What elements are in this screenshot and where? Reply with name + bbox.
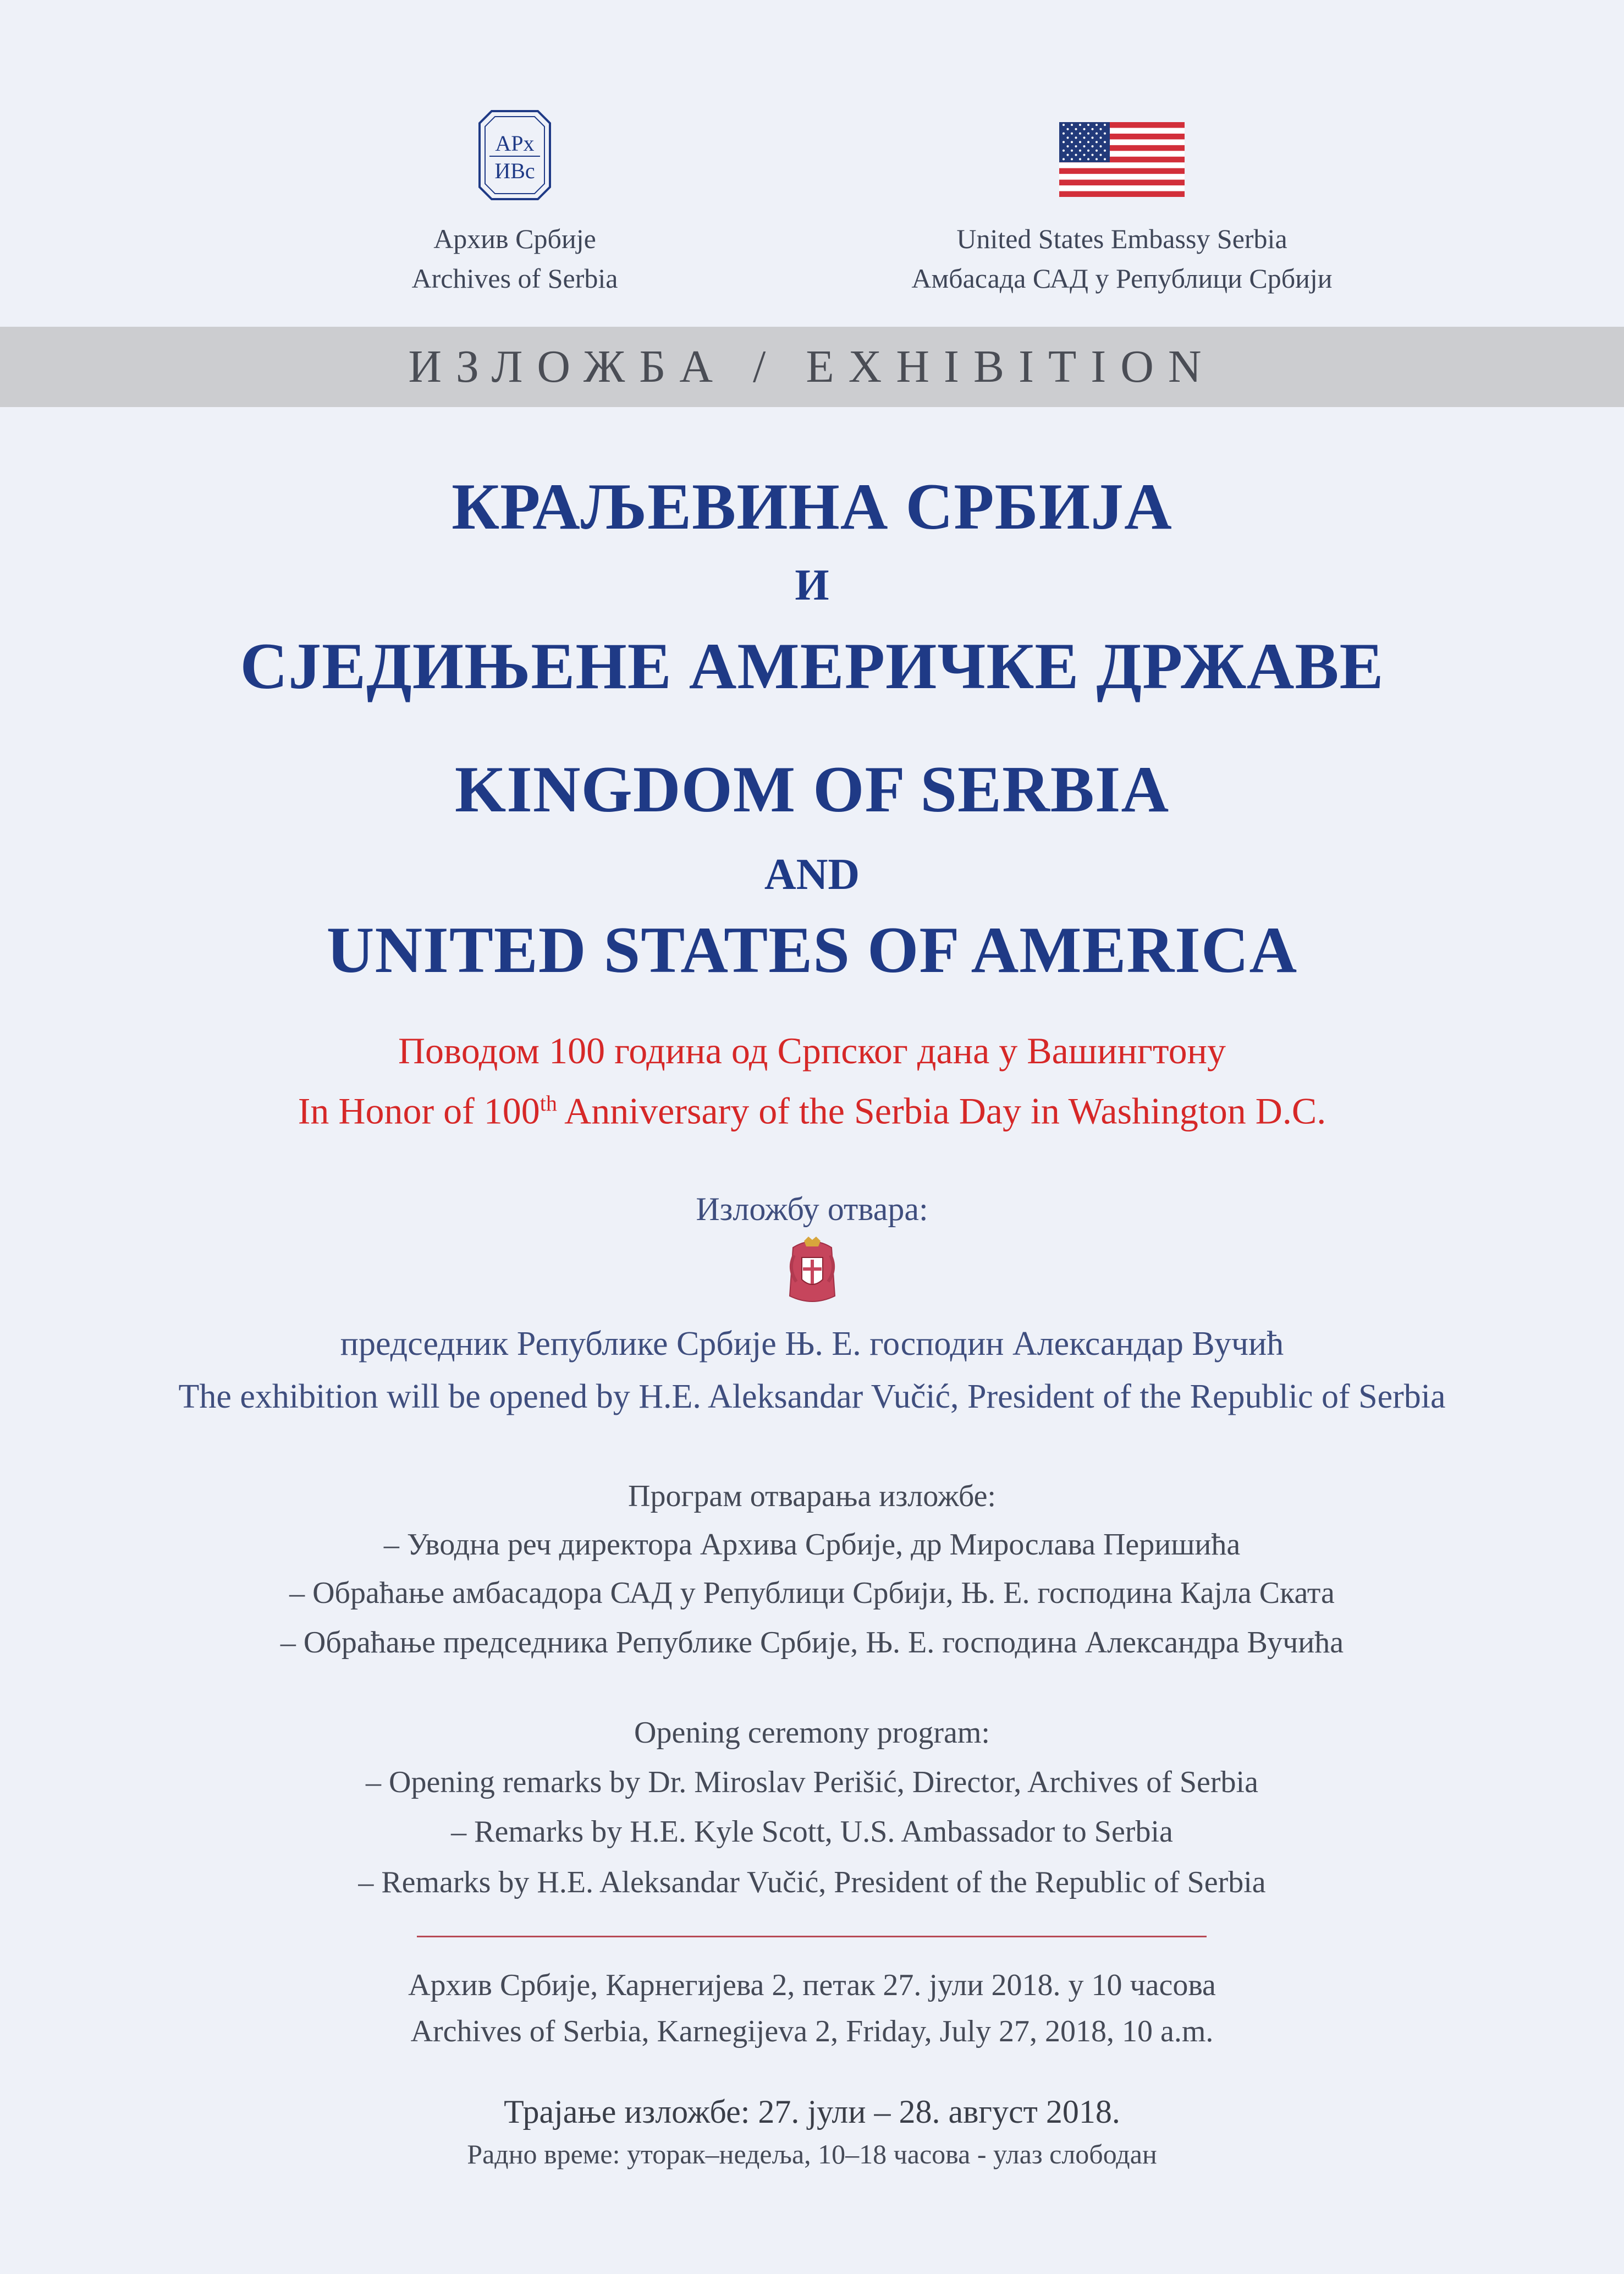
exhibition-banner [0, 327, 1624, 407]
opening-intro: Изложбу отвара: [696, 1191, 928, 1227]
embassy-name-en: United States Embassy Serbia [956, 223, 1287, 254]
honor-en [0, 1077, 1624, 1138]
opening-en: The exhibition will be opened by H.E. Aleksandar Vučić, President of the Republic of Serbia [178, 1378, 1446, 1415]
archives-name [366, 219, 663, 298]
honor-en-after: Anniversary of the Serbia Day in Washington D.C. [557, 1090, 1326, 1132]
program-en-item: – Remarks by H.E. Aleksandar Vučić, President of the Republic of Serbia [358, 1865, 1266, 1899]
title-sr-line2: СЈЕДИЊЕНЕ АМЕРИЧКЕ ДРЖАВЕ [240, 629, 1384, 702]
program-en-item: – Opening remarks by Dr. Miroslav Perišić, Director, Archives of Serbia [366, 1765, 1258, 1799]
svg-text:ИВс: ИВс [494, 158, 535, 183]
program-sr-heading: Програм отварања изложбе: [628, 1479, 996, 1513]
divider-line [417, 1936, 1207, 1937]
embassy-name [874, 219, 1369, 298]
title-en-and: AND [764, 850, 860, 899]
title-en-line1: KINGDOM OF SERBIA [454, 752, 1170, 826]
title-en-line2: UNITED STATES OF AMERICA [326, 913, 1298, 986]
svg-text:АРх: АРх [495, 131, 535, 156]
opening-sr: председник Републике Србије Њ. Е. господин Александар Вучић [340, 1325, 1284, 1363]
program-en-item: – Remarks by H.E. Kyle Scott, U.S. Ambassador to Serbia [451, 1815, 1173, 1849]
opening-hours: Радно време: уторак–недеља, 10–18 часова - улаз слободан [467, 2139, 1157, 2169]
banner-text: ИЗЛОЖБА / EXHIBITION [408, 341, 1216, 392]
honor-en-sup: th [540, 1091, 557, 1116]
archives-name-en: Archives of Serbia [411, 263, 618, 294]
archives-name-sr: Архив Србије [433, 223, 596, 254]
embassy-name-sr: Амбасада САД у Републици Србији [911, 263, 1333, 294]
exhibition-duration: Трајање изложбе: 27. јули – 28. август 2018. [504, 2094, 1120, 2130]
archives-of-serbia-logo [476, 108, 553, 202]
program-sr-item: – Обраћање председника Републике Србије, Њ. Е. господина Александра Вучића [280, 1625, 1344, 1660]
honor-en-before: In Honor of 100 [298, 1090, 540, 1132]
program-sr-item: – Уводна реч директора Архива Србије, др Мирослава Перишића [383, 1528, 1241, 1562]
program-sr-item: – Обраћање амбасадора САД у Републици Србији, Њ. Е. господина Кајла Ската [289, 1576, 1335, 1610]
honor-sr: Поводом 100 година од Српског дана у Вашингтону [398, 1030, 1226, 1072]
serbian-coat-of-arms-icon [782, 1235, 843, 1307]
venue-sr: Архив Србије, Карнегијева 2, петак 27. јули 2018. у 10 часова [408, 1968, 1216, 2002]
venue-en: Archives of Serbia, Karnegijeva 2, Friday, July 27, 2018, 10 a.m. [410, 2014, 1214, 2048]
usa-flag-icon [1059, 122, 1185, 197]
title-sr-and: И [795, 561, 829, 609]
title-sr-line1: КРАЉЕВИНА СРБИЈА [452, 470, 1172, 543]
program-en-heading: Opening ceremony program: [634, 1716, 990, 1750]
